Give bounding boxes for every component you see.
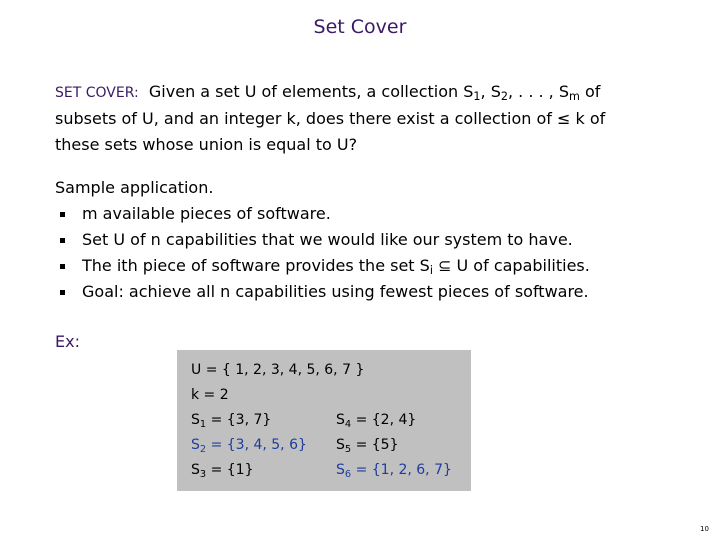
- set-s1: $S_1 = \{3$, 7}: [191, 412, 272, 430]
- bullet-icon: [60, 290, 65, 295]
- list-item: Goal: achieve all n capabilities using fewest pieces of software.: [82, 282, 589, 301]
- definition-line-2: subsets of U, and an integer k, does there exist a collection of ≤ k of: [55, 109, 606, 128]
- definition-line-3: these sets whose union is equal to U?: [55, 135, 358, 154]
- set-s5: $S_5 = \{5\}$: [336, 437, 399, 455]
- sample-heading: Sample application.: [55, 178, 214, 197]
- universe-line: U = { 1, 2, 3, 4, 5, 6, 7 }: [191, 362, 365, 378]
- subseteq-symbol: ⊆: [438, 256, 452, 275]
- example-box: [177, 350, 471, 491]
- set-s6: $S_6 = \{1$, 2, 6, 7}: [336, 462, 452, 480]
- set-s2: $S_2 = \{3$, 4, 5, 6}: [191, 437, 307, 455]
- list-item: Set U of n capabilities that we would like our system to have.: [82, 230, 573, 249]
- bullet-icon: [60, 212, 65, 217]
- bullet-icon: [60, 264, 65, 269]
- sample-application: [55, 175, 590, 305]
- set-s4: $S_4 = \{2$, 4}: [336, 412, 417, 430]
- example-label: Ex:: [55, 332, 80, 351]
- page-title: Set Cover: [313, 16, 407, 38]
- definition-paragraph: [55, 79, 605, 158]
- list-item: m available pieces of software.: [82, 204, 331, 223]
- list-item: The ith piece of software provides the set $S_i$ ⊆ U of capabilities.: [82, 256, 590, 277]
- definition-line-1: SET COVER: Given a set U of elements, a collection $S_1$, $S_2$, . . . , $S_m$ of: [55, 82, 601, 103]
- leq-symbol: ≤: [556, 109, 571, 128]
- page-number: 10: [700, 525, 709, 533]
- definition-keyword: SET COVER:: [55, 85, 139, 101]
- k-line: k = 2: [191, 387, 229, 403]
- set-s3: $S_3 = \{1\}$: [191, 462, 254, 480]
- sample-list: [55, 201, 590, 305]
- bullet-icon: [60, 238, 65, 243]
